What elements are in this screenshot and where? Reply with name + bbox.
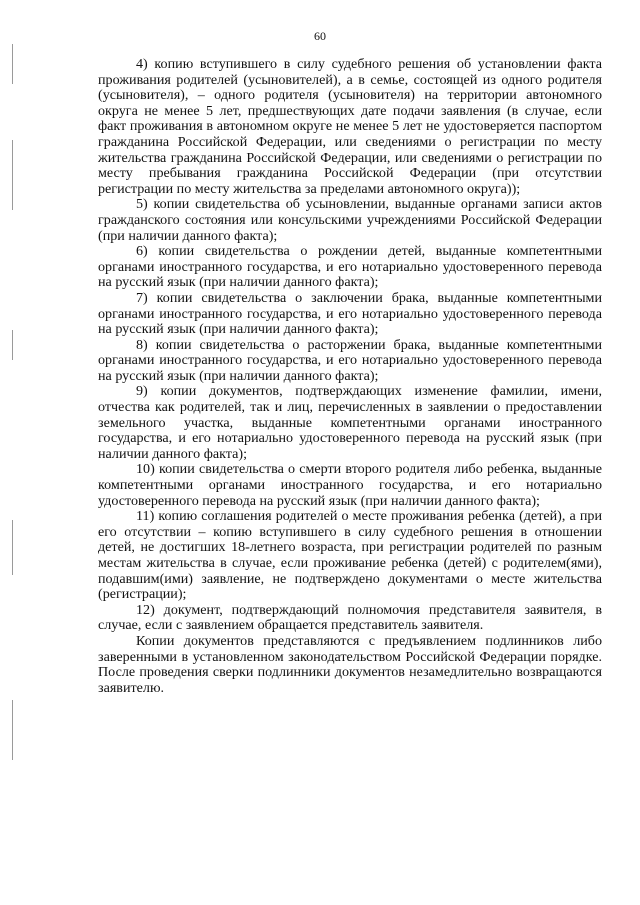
scan-edge-mark bbox=[12, 520, 13, 575]
paragraph-copies-note: Копии документов представляются с предъявлением подлинников либо заверенными в установленном законодательством Российской Федерации порядке. После проведения сверки подлинники документов незамедлительно возвращаются заявителю. bbox=[98, 632, 602, 696]
paragraph-item-5: 5) копии свидетельства об усыновлении, выданные органами записи актов гражданского состояния или консульскими учреждениями Российской Федерации (при наличии данного факта); bbox=[98, 196, 602, 244]
paragraph-item-10: 10) копии свидетельства о смерти второго родителя либо ребенка, выданные компетентными органами иностранного государства, и его нотариально удостоверенного перевода на русский язык (при наличии данного факта); bbox=[98, 461, 602, 509]
scan-edge-mark bbox=[12, 700, 13, 760]
paragraph-item-11: 11) копию соглашения родителей о месте проживания ребенка (детей), а при его отсутствии – копию вступившего в силу судебного решения в отношении детей, не достигших 18-летнего возраста, при регистрации родителей по разным местам жительства в случае, если проживание ребенка (детей) с родителем(ями), подавшим(ими) заявление, не подтверждено документами о месте жительства (регистрации); bbox=[98, 508, 602, 603]
paragraph-item-4: 4) копию вступившего в силу судебного решения об установлении факта проживания родителей (усыновителей), а в семье, состоящей из одного родителя (усыновителя), – одного родителя (усыновителя) на территории автономного округа не менее 5 лет, предшествующих дате подачи заявления (в случае, если факт проживания в автономном округе не менее 5 лет не удостоверяется паспортом гражданина Российской Федерации, или сведениями о регистрации по месту жительства гражданина Российской Федерации, или сведениями о регистрации по месту пребывания гражданина Российской Федерации (при отсутствии регистрации по месту жительства за пределами автономного округа)); bbox=[98, 56, 602, 197]
paragraph-item-6: 6) копии свидетельства о рождении детей, выданные компетентными органами иностранного государства, и его нотариально удостоверенного перевода на русский язык (при наличии данного факта); bbox=[98, 243, 602, 291]
scan-edge-mark bbox=[12, 330, 13, 360]
paragraph-item-7: 7) копии свидетельства о заключении брака, выданные компетентными органами иностранного государства, и его нотариально удостоверенного перевода на русский язык (при наличии данного факта); bbox=[98, 289, 602, 338]
paragraph-item-12: 12) документ, подтверждающий полномочия представителя заявителя, в случае, если с заявлением обращается представитель заявителя. bbox=[98, 601, 602, 634]
scan-edge-mark bbox=[12, 44, 13, 84]
document-body bbox=[98, 57, 602, 696]
paragraph-item-8: 8) копии свидетельства о расторжении брака, выданные компетентными органами иностранного государства, и его нотариально удостоверенного перевода на русский язык (при наличии данного факта); bbox=[98, 336, 602, 384]
paragraph-item-9: 9) копии документов, подтверждающих изменение фамилии, имени, отчества как родителей, так и лиц, перечисленных в заявлении о предоставлении земельного участка, выданные компетентными органами иностранного государства, и его нотариально удостоверенного перевода на русский язык (при наличии данного факта); bbox=[98, 383, 602, 462]
scan-edge-mark bbox=[12, 140, 13, 210]
page-number: 60 bbox=[314, 29, 326, 43]
